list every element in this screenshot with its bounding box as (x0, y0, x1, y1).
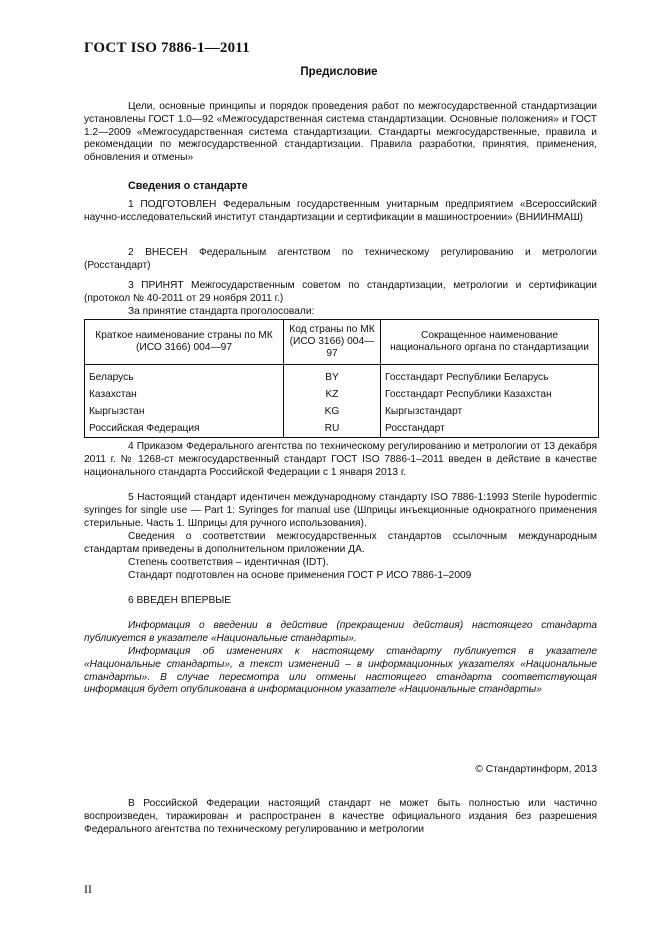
copyright-line: © Стандартинформ, 2013 (475, 764, 597, 775)
table-row (85, 403, 599, 420)
item-5-identical: 5 Настоящий стандарт идентичен международному стандарту ISO 7886-1:1993 Sterile hypodermic syringes for single use — Part 1: Syringes for manual use (Шприцы инъекционные однократного применения стерильные. Часть 1. Шприцы для ручного использования). (84, 492, 597, 529)
item-5-basis: Стандарт подготовлен на основе применения ГОСТ Р ИСО 7886-1–2009 (128, 570, 472, 581)
country-name: Российская Федерация (85, 420, 284, 438)
country-code: KZ (284, 386, 381, 403)
item-1-prepared: 1 ПОДГОТОВЛЕН Федеральным государственным унитарным предприятием «Всероссийский научно-исследовательский институт стандартизации и сертификации в машиностроении» (ВНИИНМАШ) (84, 199, 597, 223)
item-5-references: Сведения о соответствии межгосударственных стандартов ссылочным международным стандартам приведены в дополнительном приложении ДА. (84, 531, 597, 555)
item-5-degree: Степень соответствия – идентичная (IDT). (128, 557, 329, 568)
standards-body: Кыргызстандарт (381, 403, 599, 420)
item-6-first-introduced: 6 ВВЕДЕН ВПЕРВЫЕ (128, 595, 232, 606)
country-name: Казахстан (85, 386, 284, 403)
notice-changes: Информация об изменениях к настоящему стандарту публикуется в указателе «Национальные стандарты», а текст изменений – в информационных указателях «Национальные стандарты». В случае пересмотра или отмены настоящего стандарта соответствующая информация будет опубликована в информационном указателе «Национальные стандарты» (84, 646, 597, 696)
notice-introduction: Информация о введении в действие (прекращении действия) настоящего стандарта публикуется в указателе «Национальные стандарты». (84, 620, 597, 644)
intro-paragraph: Цели, основные принципы и порядок проведения работ по межгосударственной стандартизации установлены ГОСТ 1.0—92 «Межгосударственная система стандартизации. Основные положения» и ГОСТ 1.2—2009 «Межгосударственная система стандартизации. Стандарты межгосударственные, правила и рекомендации по межгосударственной стандартизации. Правила разработки, принятия, применения, обновления и отмены» (84, 101, 597, 164)
country-code: BY (284, 365, 381, 387)
table-row (85, 420, 599, 438)
standard-code-header: ГОСТ ISO 7886-1—2011 (84, 40, 250, 56)
table-row (85, 386, 599, 403)
country-code: KG (284, 403, 381, 420)
legal-notice: В Российской Федерации настоящий стандарт не может быть полностью или частично воспроизведен, тиражирован и распространен в качестве официального издания без разрешения Федерального агентства по техническому регулированию и метрологии (84, 798, 597, 835)
column-header-country: Краткое наименование страны по МК (ИСО 3166) 004—97 (85, 320, 284, 365)
table-header-row (85, 320, 599, 365)
country-name: Кыргызстан (85, 403, 284, 420)
page-number: II (84, 882, 92, 896)
country-code: RU (284, 420, 381, 438)
column-header-body: Сокращенное наименование национального органа по стандартизации (381, 320, 599, 365)
standards-body: Госстандарт Республики Казахстан (381, 386, 599, 403)
column-header-code: Код страны по МК (ИСО 3166) 004—97 (284, 320, 381, 365)
page-title: Предисловие (300, 66, 378, 78)
voted-intro: За принятие стандарта проголосовали: (128, 306, 315, 317)
item-2-submitted: 2 ВНЕСЕН Федеральным агентством по техническому регулированию и метрологии (Росстандарт) (84, 247, 597, 271)
item-3-adopted: 3 ПРИНЯТ Межгосударственным советом по стандартизации, метрологии и сертификации (протокол № 40-2011 от 29 ноября 2011 г.) (84, 280, 597, 304)
country-name: Беларусь (85, 365, 284, 387)
standards-body: Госстандарт Республики Беларусь (381, 365, 599, 387)
standards-body: Росстандарт (381, 420, 599, 438)
voting-countries-table (84, 319, 599, 438)
section-heading: Сведения о стандарте (128, 180, 248, 192)
table-row (85, 365, 599, 387)
item-4-order: 4 Приказом Федерального агентства по техническому регулированию и метрологии от 13 декабря 2011 г. № 1268-ст межгосударственный стандарт ГОСТ ISO 7886-1–2011 введен в действие в качестве национального стандарта Российской Федерации с 1 января 2013 г. (84, 441, 597, 478)
